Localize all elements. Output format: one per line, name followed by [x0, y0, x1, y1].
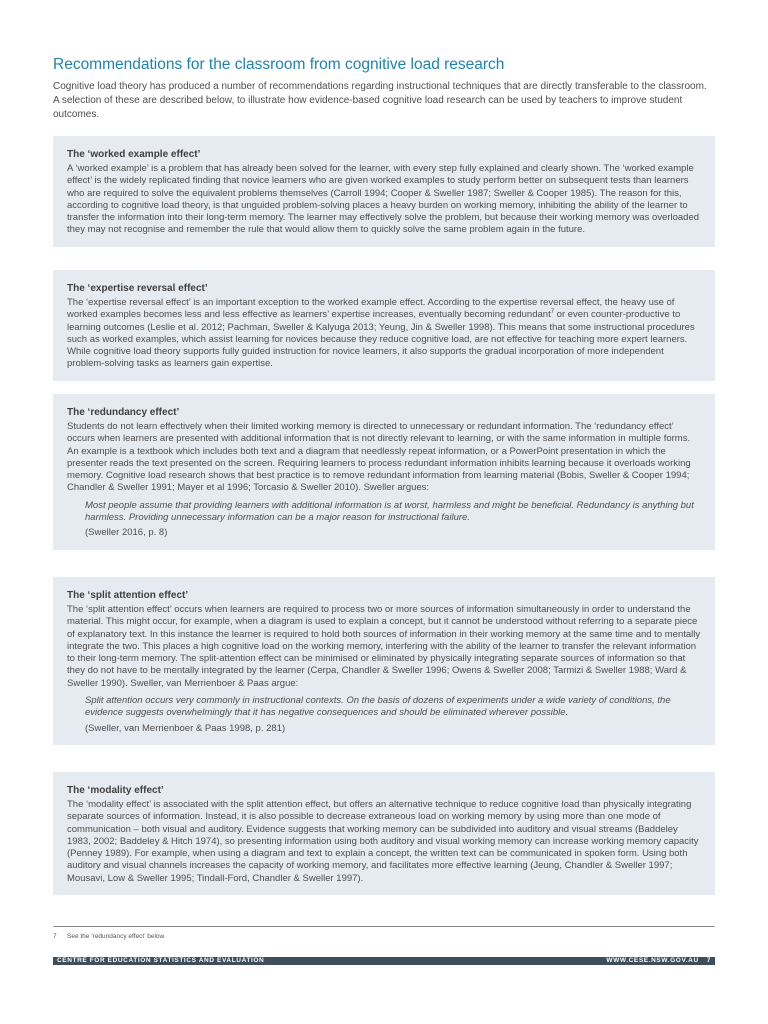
footnote-reference: 7 — [550, 309, 555, 316]
section-body: Students do not learn effectively when their limited working memory is directed to unnecessary or redundant information. The ‘redundancy effect’ occurs when learners are presented with additional information that is not directly relevant to learning, or with the same information in multiple forms. An example is a textbook which includes both text and a diagram that needlessly repeat information, or a PowerPoint presentation in which the presenter reads the text presented on the screen. Requiring learners to process redundant information inhibits learning because it overloads working memory. Cognitive load research shows that best practice is to remove redundant information from learning material (Bobis, Sweller & Cooper 1994; Chandler & Sweller 1991; Mayer et al 1996; Torcasio & Sweller 2010). Sweller argues: — [67, 421, 691, 494]
footnote-text: See the ‘redundancy effect’ below. — [67, 933, 166, 940]
section-split-attention — [53, 577, 715, 745]
section-worked-example — [53, 136, 715, 247]
section-body: The ‘modality effect’ is associated with the split attention effect, but offers an alternative technique to reduce cognitive load than physically integrating separate sources of information. Instead, it is also possible to decrease extraneous load on working memory by using more than one mode of communication – both visual and auditory. Evidence suggests that working memory can be subdivided into auditory and visual streams (Baddeley 1983, 2002; Baddeley & Hitch 1974), so presenting information using both auditory and visual working memory can increase working memory capacity (Penney 1989). For example, when using a diagram and text to explain a concept, the written text can be communicated in spoken form. Using both auditory and visual channels increases the capacity of working memory, and facilitates more effective learning (Jeung, Chandler & Sweller 1997; Mousavi, Low & Sweller 1995; Tindall-Ford, Chandler & Sweller 1997). — [67, 799, 699, 884]
section-body: A ‘worked example’ is a problem that has already been solved for the learner, with every step fully explained and clearly shown. The ‘worked example effect’ is the widely replicated finding that novice learners who are given worked examples to study perform better on subsequent tests than learners who are required to solve the equivalent problems themselves (Carroll 1994; Cooper & Sweller 1987; Sweller & Cooper 1985). The reason for this, according to cognitive load theory, is that unguided problem-solving places a heavy burden on working memory, inhibiting the ability of the learner to transfer the information into their long-term memory. The learner may effectively solve the problem, but because their working memory was overloaded they may not recognise and remember the rule that would allow them to quickly solve the same problem again in the future. — [67, 163, 700, 236]
page-footer — [53, 957, 715, 965]
section-body — [67, 297, 701, 371]
section-body-part-b: or even counter-productive to learning outcomes (Leslie et al. 2012; Pachman, Sweller & Kalyuga 2013; Yeung, Jin & Sweller 1998). This means that some instructional procedures such as worked examples, which assist learning for novices because they reduce cognitive load, are not effective for teaching more expert learners. While cognitive load theory supports fully guided instruction for novice learners, it also supports the gradual incorporation of more independent problem-solving tasks as learners gain expertise. — [67, 309, 695, 370]
intro-paragraph: Cognitive load theory has produced a number of recommendations regarding instructional techniques that are directly transferable to the classroom. A selection of these are described below, to illustrate how evidence-based cognitive load research can be used by teachers to improve student outcomes. — [53, 81, 707, 120]
quote-citation: (Sweller 2016, p. 8) — [85, 527, 168, 539]
footer-organisation: CENTRE FOR EDUCATION STATISTICS AND EVALUATION — [57, 957, 265, 964]
page-number: 7 — [706, 957, 711, 964]
section-modality — [53, 772, 715, 895]
section-body-part-a: The ‘expertise reversal effect’ is an important exception to the worked example effect. According to the expertise reversal effect, the heavy use of worked examples becomes less and less effective as learners’ expertise increases, eventually becoming redundant — [67, 297, 675, 321]
block-quote: Split attention occurs very commonly in instructional contexts. On the basis of dozens of experiments under a wide variety of conditions, the evidence suggests overwhelmingly that it has negative consequences and should be eliminated wherever possible. — [85, 695, 671, 719]
footer-website: WWW.CESE.NSW.GOV.AU — [606, 957, 699, 964]
section-heading: The ‘split attention effect’ — [67, 590, 189, 601]
section-expertise-reversal — [53, 270, 715, 381]
footnote-number: 7 — [53, 933, 57, 940]
section-heading: The ‘worked example effect’ — [67, 149, 201, 160]
section-heading: The ‘modality effect’ — [67, 785, 164, 796]
quote-citation: (Sweller, van Merrienboer & Paas 1998, p. 281) — [85, 722, 286, 734]
section-redundancy — [53, 394, 715, 550]
block-quote: Most people assume that providing learners with additional information is at worst, harmless and might be beneficial. Redundancy is anything but harmless. Providing unnecessary information can be a major reason for instructional failure. — [85, 499, 694, 524]
footer-right — [606, 957, 711, 965]
section-heading: The ‘redundancy effect’ — [67, 407, 180, 418]
footnote — [53, 933, 166, 940]
section-body: The ‘split attention effect’ occurs when learners are required to process two or more sources of information simultaneously in order to understand the material. This might occur, for example, when a diagram is used to explain a concept, but it cannot be understood without referring to a separate piece of explanatory text. In this instance the learner is required to hold both sources of information in their working memory at the same time and to mentally integrate the two. This places a high cognitive load on the working memory, interfering with the ability of the learner to transfer the relevant information to their long-term memory. The split-attention effect can be minimised or eliminated by physically integrating separate sources of information so that they do not have to be mentally integrated by the learner (Cerpa, Chandler & Sweller 1996; Owens & Sweller 2008; Tarmizi & Sweller 1988; Ward & Sweller 1990). Sweller, van Merrienboer & Paas argue: — [67, 604, 701, 689]
section-heading: The ‘expertise reversal effect’ — [67, 283, 208, 294]
page-title: Recommendations for the classroom from cognitive load research — [53, 56, 505, 73]
footnote-divider — [53, 926, 715, 927]
